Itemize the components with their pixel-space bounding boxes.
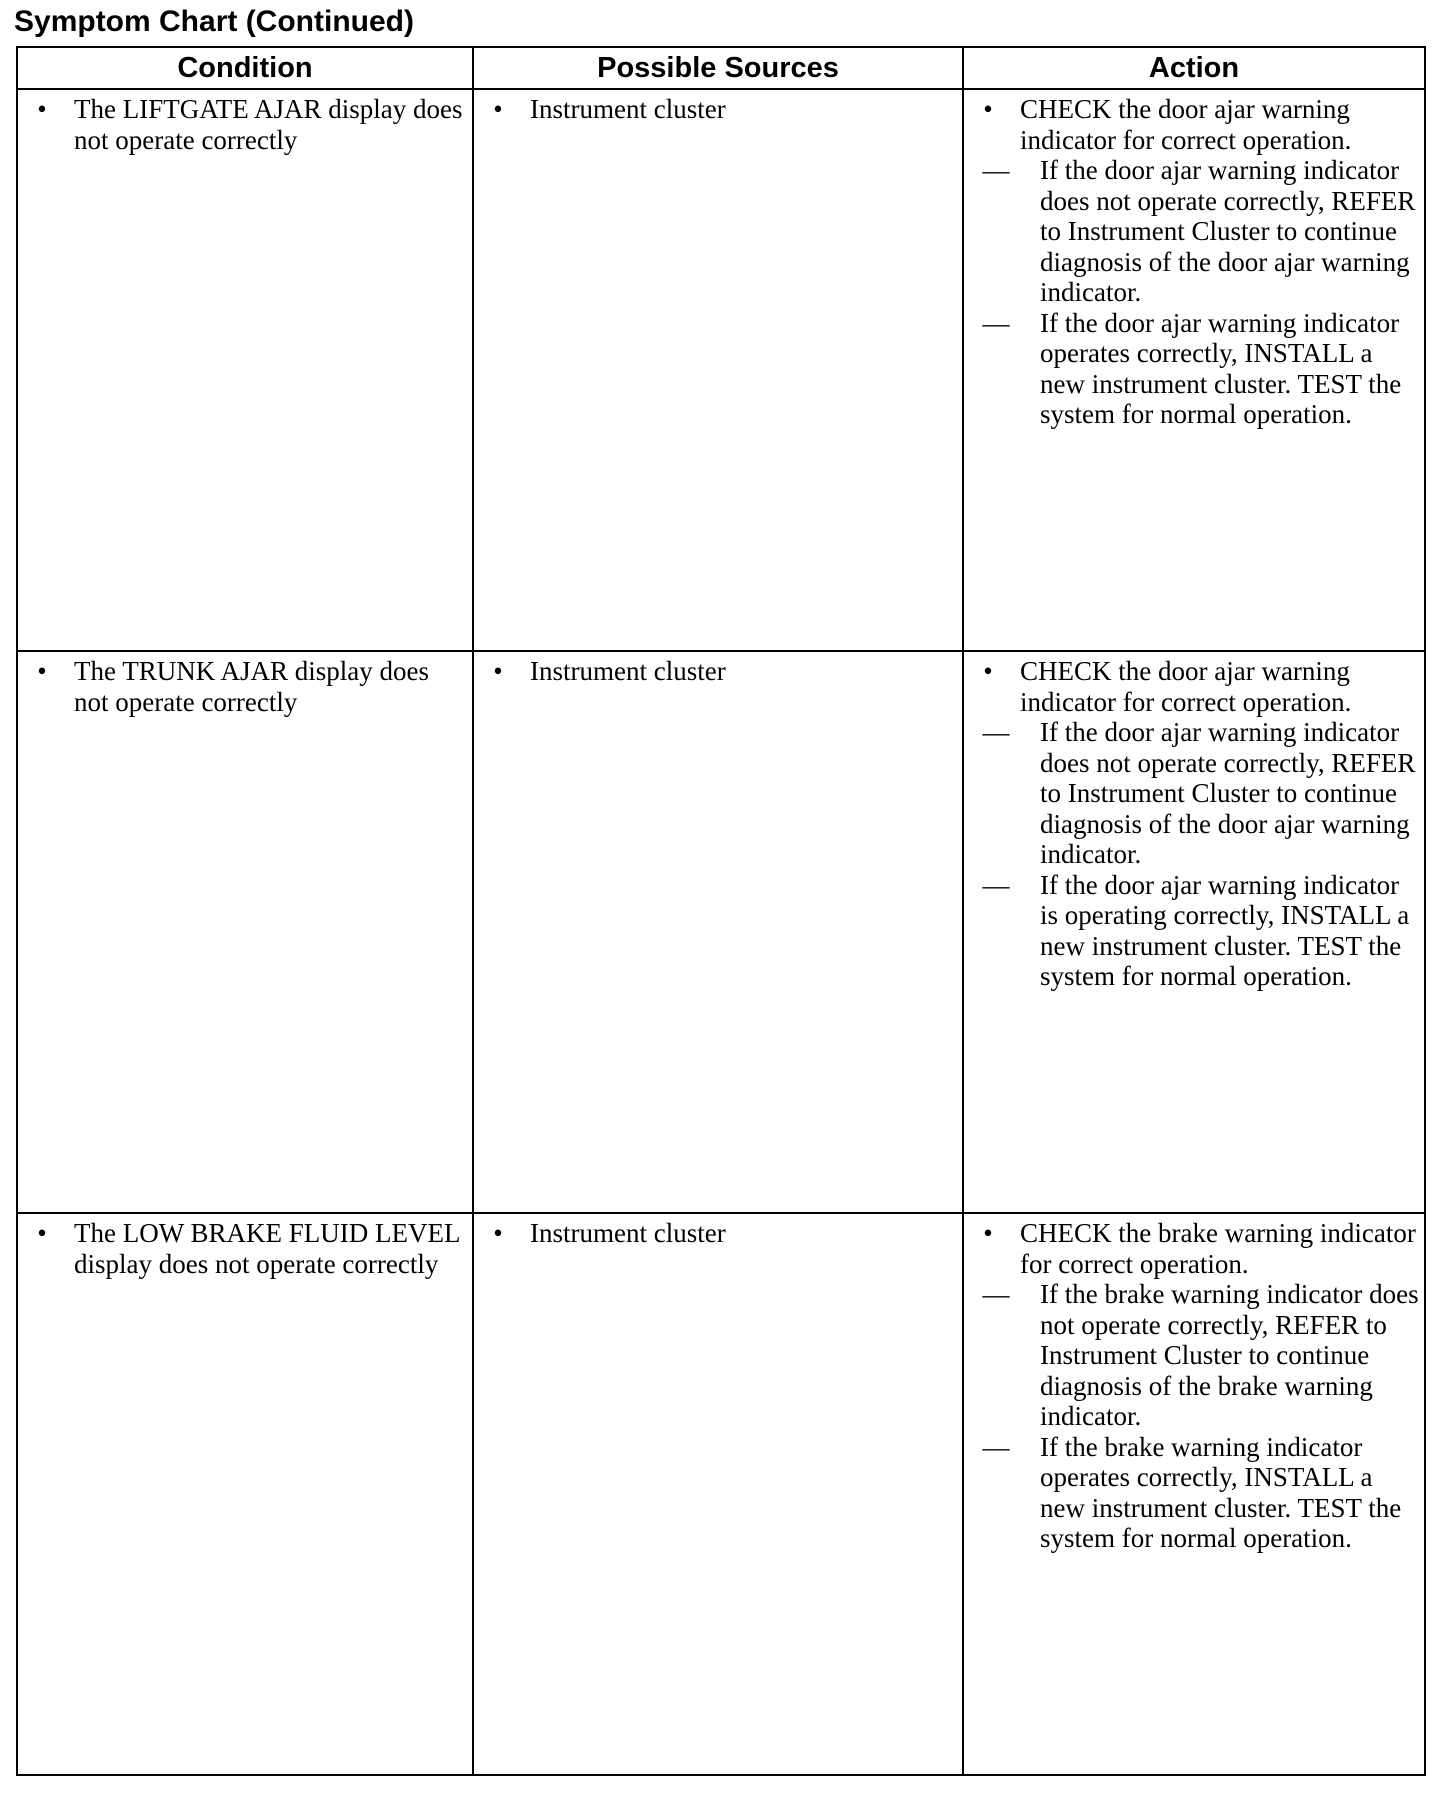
bullet-icon: • bbox=[493, 94, 503, 124]
action-text: CHECK the door ajar warning indicator for correct operation. bbox=[1020, 656, 1352, 717]
condition-text: The LIFTGATE AJAR display does not operate correctly bbox=[74, 94, 463, 155]
source-text: Instrument cluster bbox=[530, 1218, 726, 1248]
dash-icon: — bbox=[982, 307, 1010, 338]
action-text: CHECK the door ajar warning indicator for correct operation. bbox=[1020, 94, 1352, 155]
action-sub-item bbox=[974, 717, 1424, 870]
bullet-icon: • bbox=[493, 1218, 503, 1248]
action-text: CHECK the brake warning indicator for correct operation. bbox=[1020, 1218, 1416, 1279]
table-row bbox=[17, 89, 1425, 651]
header-row bbox=[17, 47, 1425, 89]
action-sub-text: If the door ajar warning indicator operates correctly, INSTALL a new instrument cluster. TEST the system for normal operation. bbox=[1040, 307, 1402, 429]
condition-item bbox=[18, 652, 472, 717]
source-item bbox=[474, 652, 962, 687]
action-header: Action bbox=[963, 47, 1425, 89]
condition-item bbox=[18, 1214, 472, 1279]
condition-item bbox=[18, 90, 472, 155]
bullet-icon: • bbox=[37, 94, 47, 124]
condition-cell bbox=[17, 651, 473, 1213]
bullet-icon: • bbox=[983, 656, 993, 686]
possible-sources-header: Possible Sources bbox=[473, 47, 963, 89]
action-sub-text: If the brake warning indicator operates correctly, INSTALL a new instrument cluster. TEST the system for normal operation. bbox=[1040, 1431, 1402, 1553]
source-cell bbox=[473, 89, 963, 651]
action-cell bbox=[963, 89, 1425, 651]
bullet-icon: • bbox=[37, 1218, 47, 1248]
action-item bbox=[964, 90, 1424, 155]
source-item bbox=[474, 1214, 962, 1249]
action-cell bbox=[963, 651, 1425, 1213]
action-sub-text: If the door ajar warning indicator is operating correctly, INSTALL a new instrument cluster. TEST the system for normal operation. bbox=[1040, 869, 1410, 991]
dash-icon: — bbox=[982, 155, 1010, 185]
page-title: Symptom Chart (Continued) bbox=[14, 5, 414, 38]
action-sub-item bbox=[974, 308, 1424, 430]
dash-icon: — bbox=[982, 1431, 1010, 1462]
action-cell bbox=[963, 1213, 1425, 1775]
condition-header: Condition bbox=[17, 47, 473, 89]
source-cell bbox=[473, 651, 963, 1213]
source-cell bbox=[473, 1213, 963, 1775]
action-sub-text: If the door ajar warning indicator does not operate correctly, REFER to Instrument Cluster to continue diagnosis of the door ajar warning indicator. bbox=[1040, 717, 1416, 869]
dash-icon: — bbox=[982, 869, 1010, 900]
action-sub-list bbox=[974, 717, 1424, 992]
bullet-icon: • bbox=[493, 656, 503, 686]
bullet-icon: • bbox=[983, 94, 993, 124]
action-sub-item bbox=[974, 870, 1424, 992]
condition-text: The LOW BRAKE FLUID LEVEL display does not operate correctly bbox=[74, 1218, 460, 1279]
action-sub-list bbox=[974, 155, 1424, 430]
condition-cell bbox=[17, 89, 473, 651]
table-row bbox=[17, 651, 1425, 1213]
action-sub-item bbox=[974, 155, 1424, 308]
bullet-icon: • bbox=[37, 656, 47, 686]
table-row bbox=[17, 1213, 1425, 1775]
action-sub-text: If the door ajar warning indicator does not operate correctly, REFER to Instrument Cluster to continue diagnosis of the door ajar warning indicator. bbox=[1040, 155, 1416, 307]
action-sub-item bbox=[974, 1279, 1424, 1432]
action-sub-item bbox=[974, 1432, 1424, 1554]
action-item bbox=[964, 1214, 1424, 1279]
bullet-icon: • bbox=[983, 1218, 993, 1248]
action-sub-text: If the brake warning indicator does not operate correctly, REFER to Instrument Cluster to continue diagnosis of the brake warning indicator. bbox=[1040, 1279, 1419, 1431]
action-item bbox=[964, 652, 1424, 717]
condition-cell bbox=[17, 1213, 473, 1775]
source-item bbox=[474, 90, 962, 125]
source-text: Instrument cluster bbox=[530, 656, 726, 686]
condition-text: The TRUNK AJAR display does not operate correctly bbox=[74, 656, 429, 717]
symptom-chart-table bbox=[16, 46, 1426, 1776]
dash-icon: — bbox=[982, 717, 1010, 747]
action-sub-list bbox=[974, 1279, 1424, 1554]
source-text: Instrument cluster bbox=[530, 94, 726, 124]
dash-icon: — bbox=[982, 1279, 1010, 1309]
